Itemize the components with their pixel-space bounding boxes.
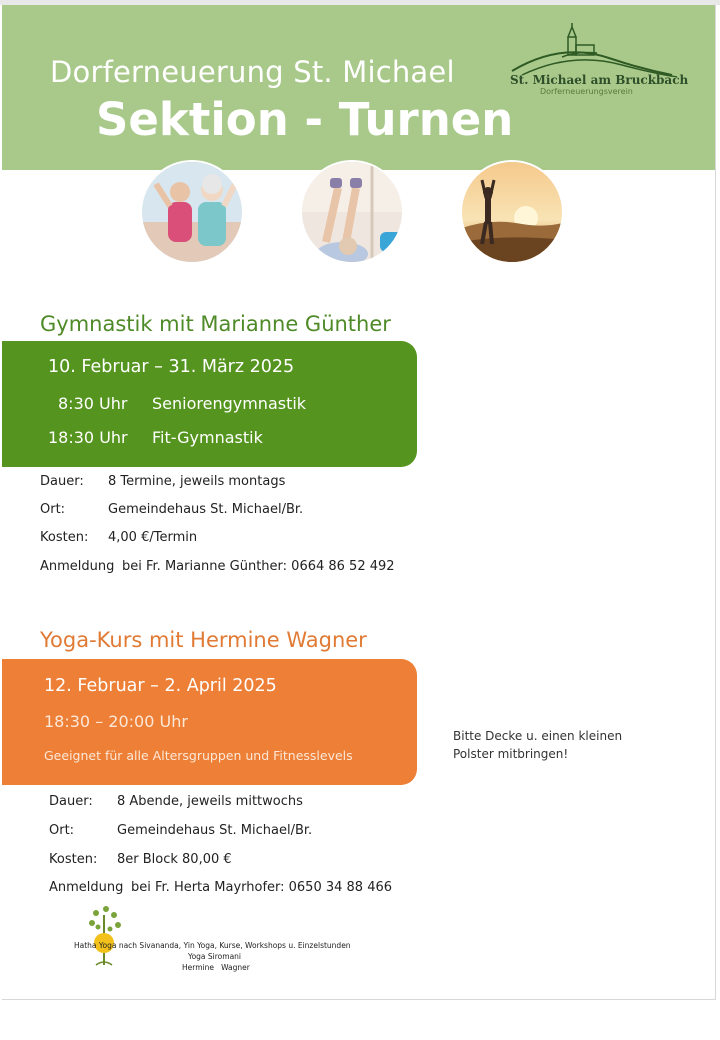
session-time: 18:30 Uhr [48, 428, 128, 447]
detail-key: Ort: [49, 823, 75, 838]
yoga-schedule-box [2, 659, 417, 785]
registration-key: Anmeldung [40, 559, 115, 574]
session-name: Seniorengymnastik [152, 394, 307, 413]
logo-name: St. Michael am Bruckbach [510, 73, 689, 87]
registration-value: bei Fr. Marianne Günther: 0664 86 52 492 [122, 559, 395, 574]
senior-women-exercise-photo [140, 160, 244, 264]
church-hill-icon [502, 21, 682, 77]
session-name: Fit-Gymnastik [152, 428, 263, 447]
detail-key: Kosten: [40, 530, 89, 545]
dumbbell-workout-photo [300, 160, 404, 264]
yoga-dates: 12. Februar – 2. April 2025 [44, 676, 277, 696]
detail-value: Gemeindehaus St. Michael/Br. [108, 502, 304, 517]
detail-value: 8er Block 80,00 € [117, 852, 232, 867]
yoga-siromani-logo [62, 905, 382, 985]
village-logo [502, 21, 689, 101]
detail-key: Kosten: [49, 852, 98, 867]
yoga-sunset-photo [460, 160, 564, 264]
registration-value: bei Fr. Herta Mayrhofer: 0650 34 88 466 [131, 880, 393, 895]
header-title: Sektion - Turnen [96, 93, 514, 146]
gymnastik-title: Gymnastik mit Marianne Günther [40, 312, 391, 336]
session-time: 8:30 Uhr [58, 394, 128, 413]
yoga-logo-line1: Hatha Yoga nach Sivananda, Yin Yoga, Kurse, Workshops u. Einzelstunden [74, 941, 351, 950]
yoga-title: Yoga-Kurs mit Hermine Wagner [40, 628, 367, 652]
yoga-logo-line3: Hermine Wagner [182, 963, 250, 972]
header-banner [2, 5, 716, 170]
detail-value: Gemeindehaus St. Michael/Br. [117, 823, 313, 838]
detail-key: Ort: [40, 502, 66, 517]
yoga-logo-line2: Yoga Siromani [188, 952, 242, 961]
yoga-suitability: Geeignet für alle Altersgruppen und Fitnesslevels [44, 748, 353, 763]
registration-key: Anmeldung [49, 880, 124, 895]
gymnastik-dates: 10. Februar – 31. März 2025 [48, 357, 295, 377]
flyer-page [2, 5, 716, 1000]
header-subtitle: Dorferneuerung St. Michael [50, 55, 455, 89]
detail-value: 8 Abende, jeweils mittwochs [117, 794, 303, 809]
detail-key: Dauer: [49, 794, 93, 809]
logo-subtitle: Dorferneuerungsverein [540, 87, 633, 96]
tree-sun-icon [76, 905, 136, 971]
gymnastik-schedule-box [2, 341, 417, 467]
detail-key: Dauer: [40, 474, 84, 489]
yoga-note: Bitte Decke u. einen kleinen Polster mitbringen! [453, 729, 623, 761]
yoga-time: 18:30 – 20:00 Uhr [44, 712, 188, 731]
detail-value: 8 Termine, jeweils montags [108, 474, 286, 489]
detail-value: 4,00 €/Termin [108, 530, 198, 545]
